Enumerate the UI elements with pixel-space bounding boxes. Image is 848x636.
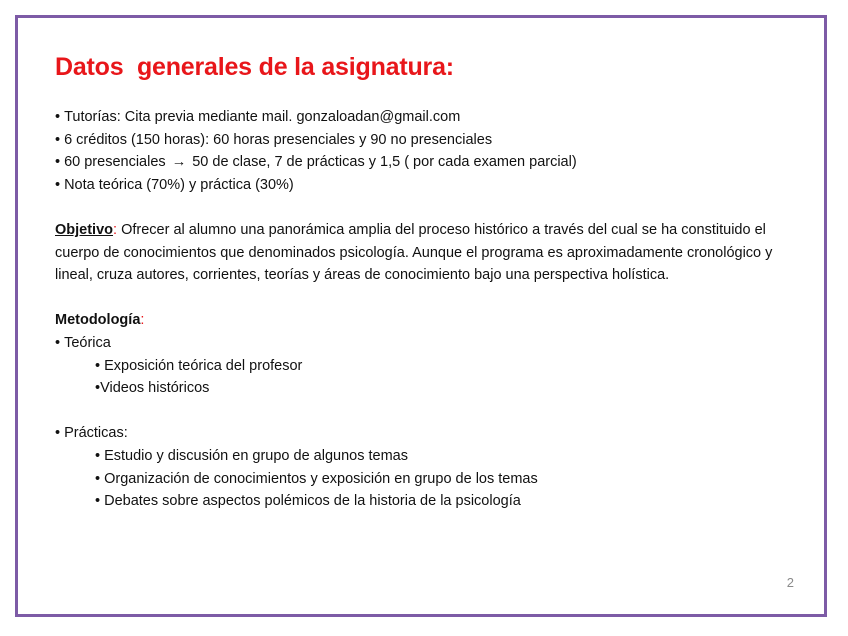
practicas-subitem: • Organización de conocimientos y exposición en grupo de los temas	[95, 470, 538, 487]
metodologia-heading	[55, 309, 805, 332]
practicas-subitem: • Estudio y discusión en grupo de algunos temas	[95, 447, 408, 464]
bullet: •	[55, 109, 61, 125]
objetivo-text: Ofrecer al alumno una panorámica amplia del proceso histórico a través del cual se ha constituido el cuerpo de conocimientos que denominados psicología. Aunque el programa es aproximadamente cronológico y lineal, cruza autores, corrientes, teorías y áreas de conocimiento bajo una perspectiva holística.	[55, 221, 773, 284]
presenciales-item	[55, 151, 805, 174]
metodologia-colon: :	[140, 312, 145, 329]
spacer	[55, 400, 805, 423]
creditos-text: 6 créditos (150 horas): 60 horas presenciales y 90 no presenciales	[64, 131, 493, 148]
objetivo-colon: :	[113, 221, 118, 238]
bullet: •	[55, 176, 61, 193]
nota-text: Nota teórica (70%) y práctica (30%)	[64, 176, 294, 193]
slide-frame	[15, 15, 827, 617]
presenciales-text-end: 50 de clase, 7 de prácticas y 1,5 ( por cada examen parcial)	[192, 154, 577, 171]
bullet: •	[55, 154, 61, 171]
teorica-item	[55, 332, 805, 355]
practicas-item	[55, 422, 805, 445]
bullet: •	[55, 131, 61, 148]
teorica-subitem: • Exposición teórica del profesor	[95, 357, 303, 374]
slide-content	[55, 106, 805, 513]
bullet: •	[55, 425, 61, 442]
nota-item	[55, 174, 805, 197]
tutorias-text: Tutorías: Cita previa mediante mail. gonzaloadan@gmail.com	[64, 109, 461, 125]
teorica-subitem: •Videos históricos	[95, 380, 210, 397]
objetivo-paragraph	[55, 219, 805, 287]
tutorias-item	[55, 106, 805, 129]
spacer	[55, 287, 805, 310]
practicas-subitem: • Debates sobre aspectos polémicos de la historia de la psicología	[95, 493, 521, 510]
slide-title: Datos generales de la asignatura:	[55, 53, 454, 81]
creditos-item	[55, 129, 805, 152]
presenciales-text-start: 60 presenciales	[64, 154, 166, 171]
practicas-label: Prácticas:	[64, 425, 128, 442]
spacer	[55, 196, 805, 219]
bullet: •	[55, 334, 61, 351]
page-number: 2	[786, 575, 794, 590]
metodologia-label: Metodología	[55, 312, 141, 329]
right-arrow-icon: →	[171, 154, 187, 171]
teorica-label: Teórica	[64, 334, 111, 351]
objetivo-label: Objetivo	[55, 221, 114, 238]
